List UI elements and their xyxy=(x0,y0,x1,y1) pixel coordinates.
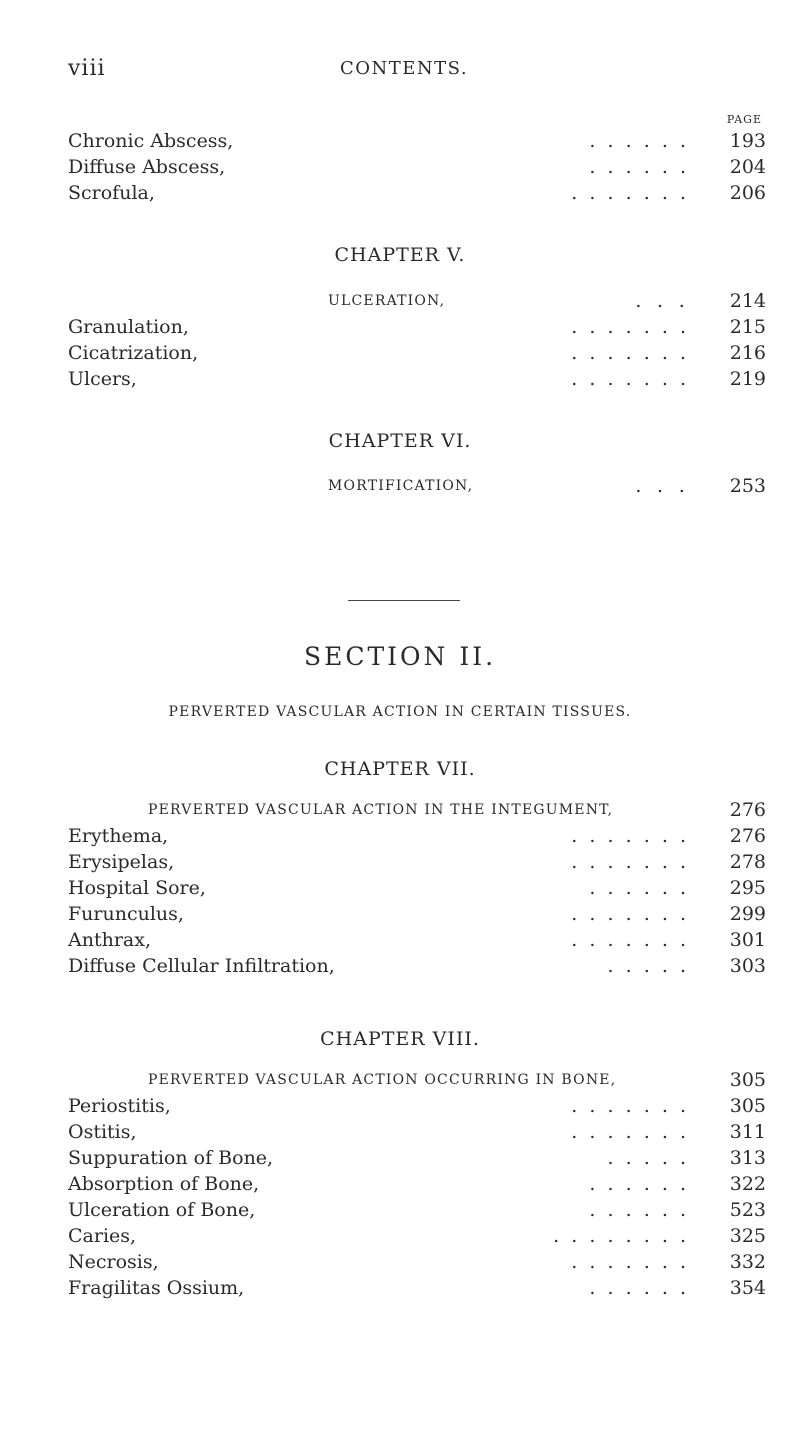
chapter-vii-heading: CHAPTER VII. xyxy=(324,758,476,780)
section-ii-title: SECTION II. xyxy=(303,642,497,671)
toc-entry[interactable] xyxy=(68,1119,766,1145)
page-number: 278 xyxy=(729,851,766,873)
page-number: 354 xyxy=(729,1277,766,1299)
page-number: 303 xyxy=(729,955,766,977)
page-number: 332 xyxy=(729,1251,766,1273)
toc-entry[interactable] xyxy=(68,1275,766,1301)
leader-dots: . . . . . . xyxy=(589,1199,686,1221)
page-number: 295 xyxy=(729,877,766,899)
leader-dots: . . . . . . . xyxy=(571,1251,686,1273)
leader-dots: . . . . . . . xyxy=(571,1121,686,1143)
leader-dots: . . . . . . . xyxy=(571,825,686,847)
leader-dots: . . . . . . . xyxy=(571,182,686,204)
chapter-viii-heading: CHAPTER VIII. xyxy=(320,1028,480,1050)
leader-dots: . . . . . . xyxy=(589,1277,686,1299)
entry-label: Diffuse Abscess, xyxy=(68,156,226,178)
leader-dots: . . . . . xyxy=(607,955,686,977)
entry-label: Ulceration of Bone, xyxy=(68,1199,256,1221)
entry-label: Erythema, xyxy=(68,825,169,847)
toc-entry[interactable] xyxy=(68,1249,766,1275)
leader-dots: . . . . . . . xyxy=(571,316,686,338)
leader-dots: . . . . . . xyxy=(589,130,686,152)
subject-label: PERVERTED VASCULAR ACTION OCCURRING IN BONE, xyxy=(148,1072,617,1088)
entry-label: Diffuse Cellular Infiltration, xyxy=(68,955,335,977)
page-number: 276 xyxy=(729,825,766,847)
entry-label: Cicatrization, xyxy=(68,342,199,364)
chapter-vi-subject[interactable] xyxy=(68,473,766,499)
toc-entry[interactable] xyxy=(68,340,766,366)
entry-label: Chronic Abscess, xyxy=(68,130,234,152)
toc-entry[interactable] xyxy=(68,823,766,849)
toc-entry[interactable] xyxy=(68,927,766,953)
toc-entry[interactable] xyxy=(68,901,766,927)
page-number: 325 xyxy=(729,1225,766,1247)
toc-entry[interactable] xyxy=(68,1171,766,1197)
leader-dots: . . . . . . . xyxy=(571,851,686,873)
chapter-vii-subject[interactable] xyxy=(68,797,766,823)
toc-entry[interactable] xyxy=(68,128,766,154)
toc-entry[interactable] xyxy=(68,1197,766,1223)
page-number: 193 xyxy=(729,130,766,152)
leader-dots: . . . . . . . xyxy=(571,368,686,390)
entry-label: Erysipelas, xyxy=(68,851,175,873)
leader-dots: . . . . . xyxy=(607,1147,686,1169)
subject-label: ULCERATION, xyxy=(328,293,446,309)
page-number: 215 xyxy=(729,316,766,338)
chapter-v-heading: CHAPTER V. xyxy=(334,244,466,266)
page-column-label: PAGE xyxy=(726,113,762,126)
entry-label: Periostitis, xyxy=(68,1095,171,1117)
toc-entry[interactable] xyxy=(68,1145,766,1171)
section-ii-subtitle: PERVERTED VASCULAR ACTION IN CERTAIN TISSUES. xyxy=(168,704,632,720)
leader-dots: . . . . . . . . xyxy=(553,1225,686,1247)
leader-dots: . . . xyxy=(635,475,686,497)
page-number: 311 xyxy=(729,1121,766,1143)
chapter-v-subject[interactable] xyxy=(68,288,766,314)
page-number: 301 xyxy=(729,929,766,951)
toc-entry[interactable] xyxy=(68,366,766,392)
leader-dots: . . . . . . . xyxy=(571,342,686,364)
entry-label: Ostitis, xyxy=(68,1121,137,1143)
chapter-viii-subject[interactable] xyxy=(68,1067,766,1093)
entry-label: Scrofula, xyxy=(68,182,155,204)
leader-dots: . . . xyxy=(635,290,686,312)
leader-dots: . . . . . . . xyxy=(571,929,686,951)
toc-entry[interactable] xyxy=(68,1223,766,1249)
running-title: CONTENTS. xyxy=(340,58,469,79)
subject-label: PERVERTED VASCULAR ACTION IN THE INTEGUMENT, xyxy=(148,802,614,818)
chapter-vi-heading: CHAPTER VI. xyxy=(328,430,472,452)
toc-entry[interactable] xyxy=(68,953,766,979)
page-number: 216 xyxy=(729,342,766,364)
entry-label: Granulation, xyxy=(68,316,189,338)
section-divider-rule xyxy=(348,600,460,601)
page-number: 253 xyxy=(729,475,766,497)
leader-dots: . . . . . . xyxy=(589,877,686,899)
page-number: 214 xyxy=(729,290,766,312)
page-number: 305 xyxy=(729,1095,766,1117)
toc-entry[interactable] xyxy=(68,849,766,875)
entry-label: Ulcers, xyxy=(68,368,137,390)
page-number: 206 xyxy=(729,182,766,204)
toc-entry[interactable] xyxy=(68,154,766,180)
entry-label: Suppuration of Bone, xyxy=(68,1147,274,1169)
entry-label: Hospital Sore, xyxy=(68,877,206,899)
page-folio: viii xyxy=(68,56,106,81)
page-number: 313 xyxy=(729,1147,766,1169)
page-number: 305 xyxy=(729,1069,766,1091)
running-head xyxy=(68,56,768,86)
page-number: 299 xyxy=(729,903,766,925)
entry-label: Caries, xyxy=(68,1225,137,1247)
toc-entry[interactable] xyxy=(68,180,766,206)
page-number: 523 xyxy=(729,1199,766,1221)
leader-dots: . . . . . . xyxy=(589,156,686,178)
entry-label: Anthrax, xyxy=(68,929,151,951)
page-number: 276 xyxy=(729,799,766,821)
toc-entry[interactable] xyxy=(68,1093,766,1119)
page-number: 219 xyxy=(729,368,766,390)
entry-label: Absorption of Bone, xyxy=(68,1173,260,1195)
subject-label: MORTIFICATION, xyxy=(328,478,474,494)
page-number: 204 xyxy=(729,156,766,178)
entry-label: Furunculus, xyxy=(68,903,184,925)
entry-label: Necrosis, xyxy=(68,1251,159,1273)
leader-dots: . . . . . . . xyxy=(571,1095,686,1117)
toc-entry[interactable] xyxy=(68,314,766,340)
toc-entry[interactable] xyxy=(68,875,766,901)
leader-dots: . . . . . . . xyxy=(571,903,686,925)
leader-dots: . . . . . . xyxy=(589,1173,686,1195)
entry-label: Fragilitas Ossium, xyxy=(68,1277,245,1299)
page-number: 322 xyxy=(729,1173,766,1195)
